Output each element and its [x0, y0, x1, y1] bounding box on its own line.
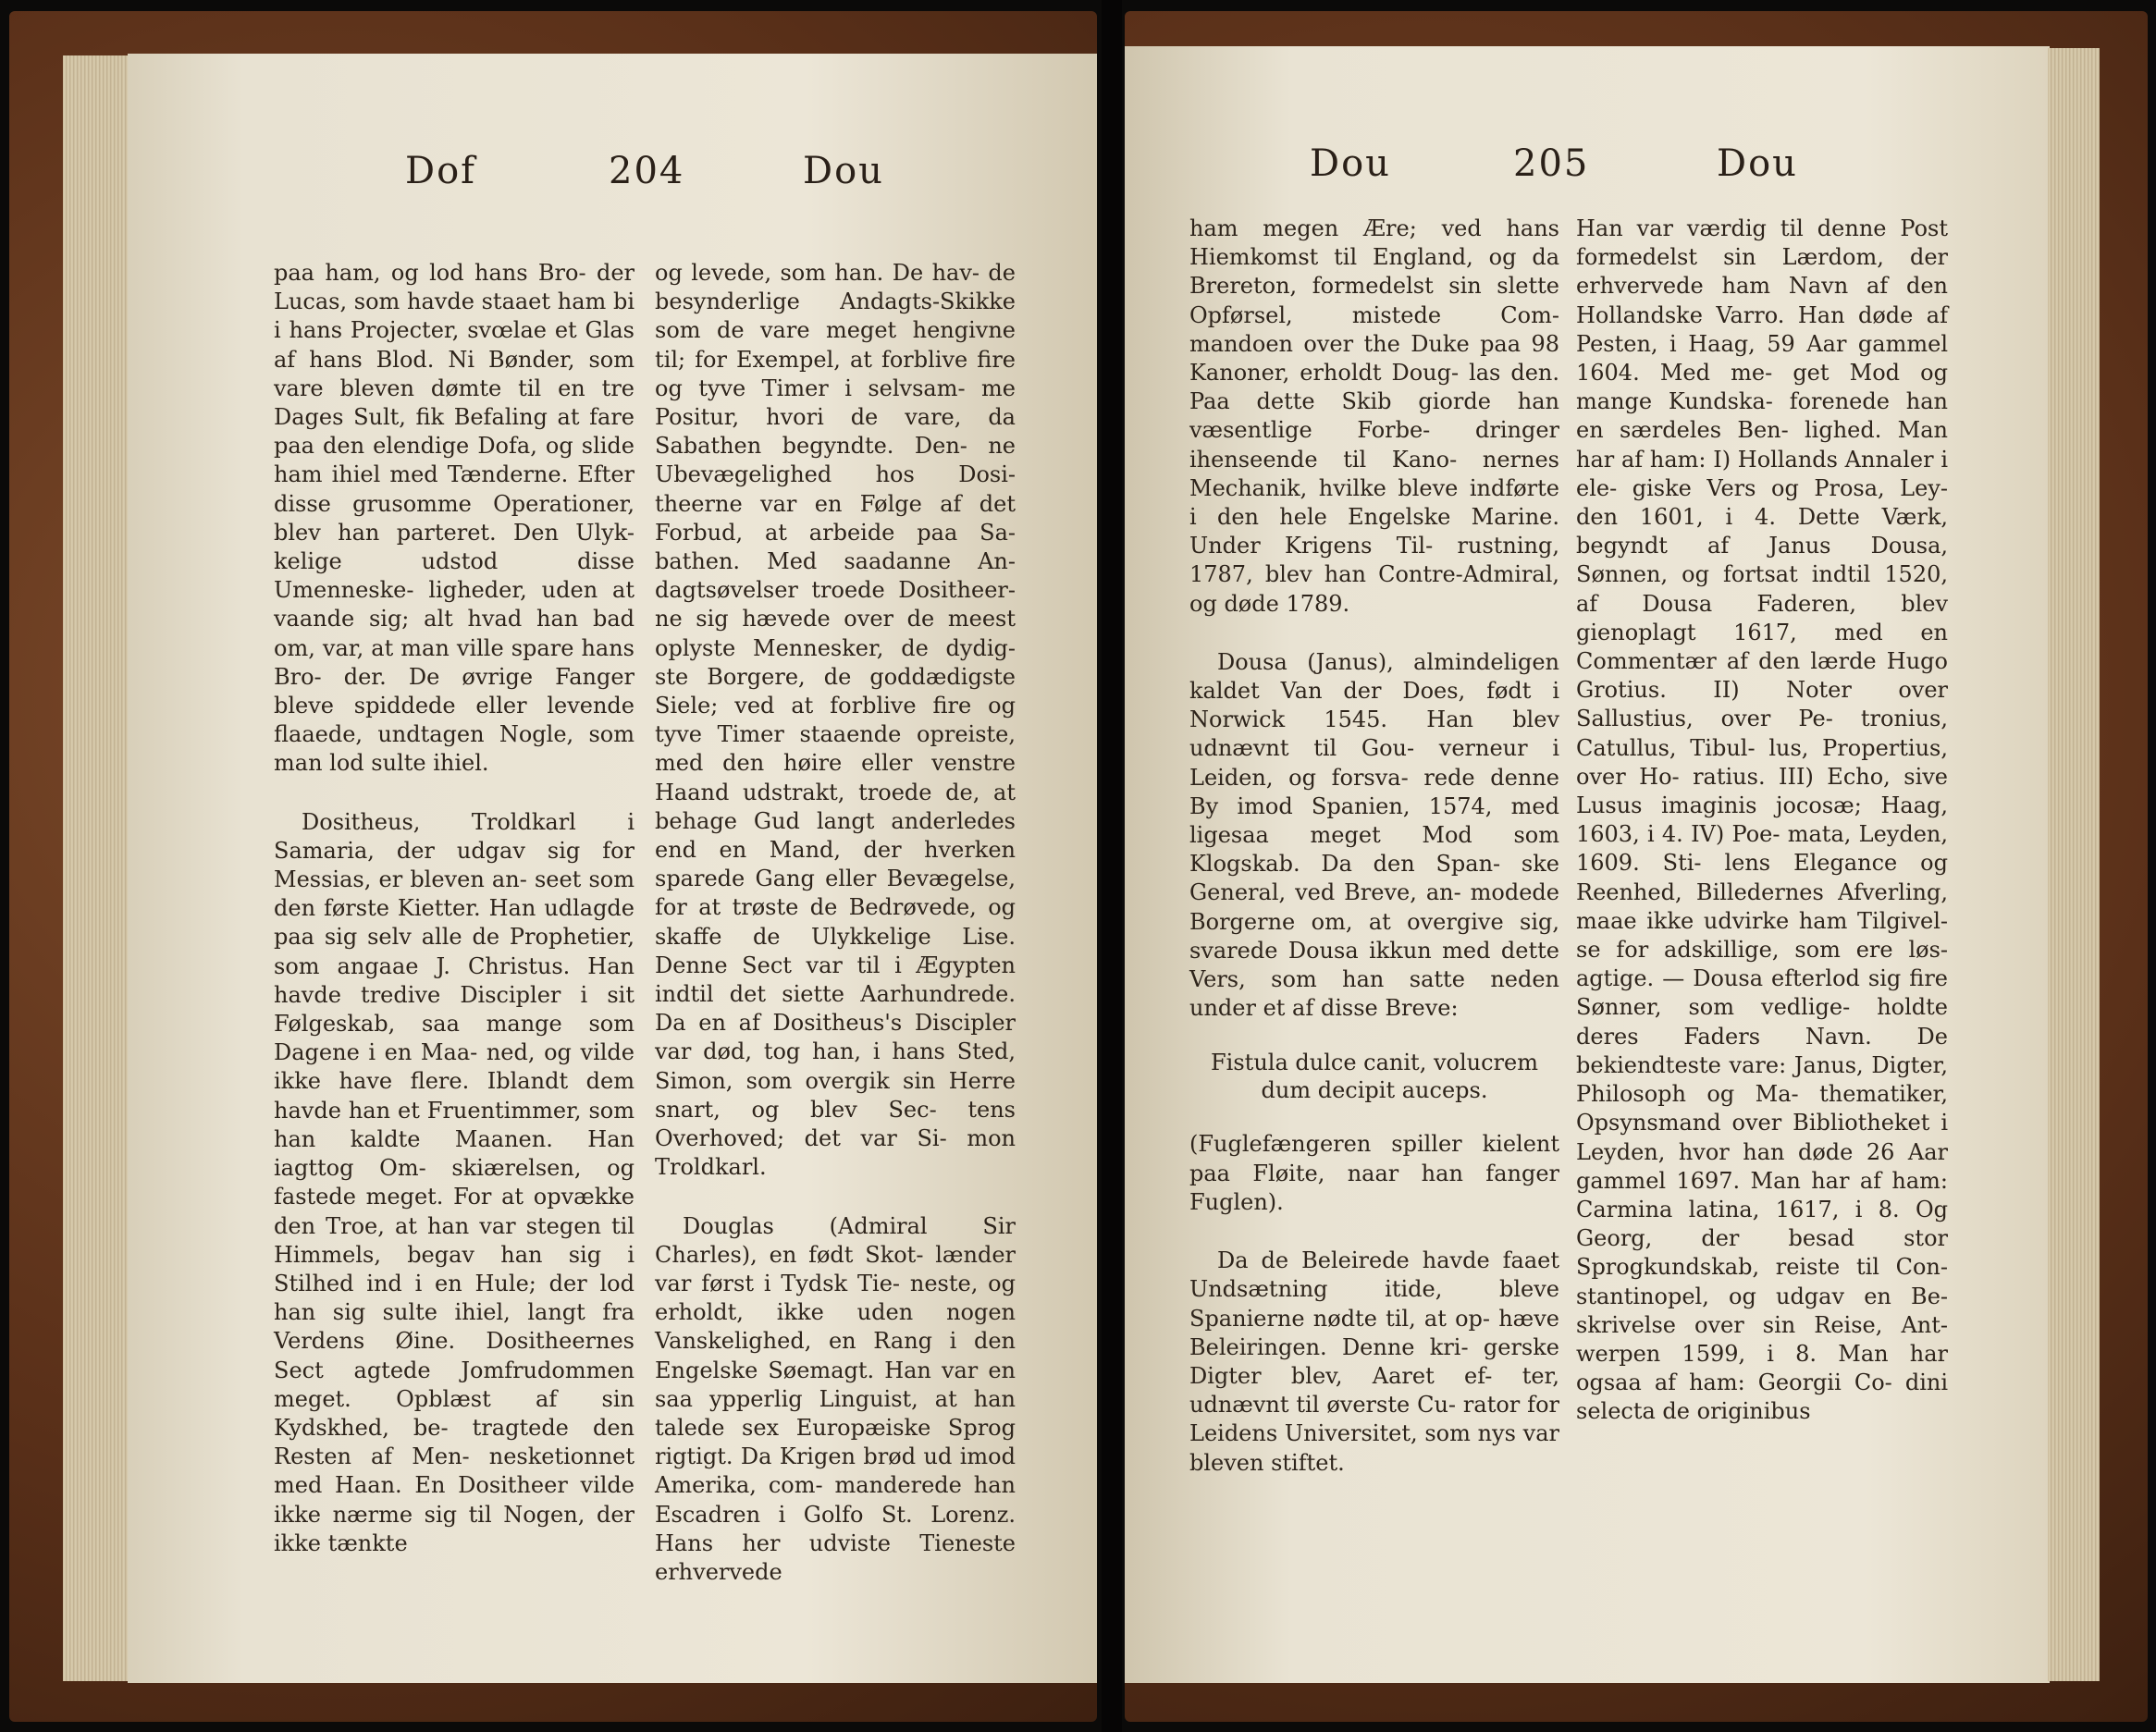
entry-dositheus: Dositheus, Troldkarl i Samaria, der udgav sig for Messias, er bleven an- seet som den første Kietter. Han udlagde paa sig selv alle de Prophetier, som angaae J. Christus. Han havde tredive Discipler i sit Følgeskab, saa mange som Dagene i en Maa- ned, og vilde ikke have flere. Iblandt dem havde han et Fruentimmer, som han kaldte Maanen. Han iagttog Om- skiærelsen, og fastede meget. For at opvække den Troe, at han var stegen til Himmels, begav han sig i Stilhed ind i en Hule; der lod han sig sulte ihiel, langt fra Verdens Øine. Dositheernes Sect agtede Jomfrudommen meget. Opblæst af sin Kydskhed, be- tragtede den Resten af Men- nesketionnet med Haan. En Dositheer vilde ikke nærme sig til Nogen, der ikke tænkte [274, 808, 634, 1556]
verse-translation: (Fuglefængeren spiller kielent paa Fløite, naar han fanger Fuglen). [1189, 1131, 1559, 1215]
entry-douglas-continued: ham megen Ære; ved hans Hiemkomst til England, og da Brereton, formedelst sin slette Opførsel, mistede Com- mandoen over the Duke paa 98 Kanoner, erholdt Doug- las den. Paa dette Skib giorde han væsentlige Forbe- dringer ihenseende til Kano- nernes Mechanik, hvilke bleve indførte i den hele Engelske Marine. Under Krigens Til- rustning, 1787, blev han Contre-Admiral, og døde 1789. [1189, 215, 1559, 617]
entry-dousa-works: Han var værdig til denne Post formedelst sin Lærdom, der erhvervede ham Navn af den Hollandske Varro. Han døde af Pesten, i Haag, 59 Aar gammel 1604. Med me- get Mod og mange Kundska- forenede han en særdeles Ben- lighed. Man har af ham: I) Hollands Annaler i ele- giske Vers og Prosa, Ley- den 1601, i 4. Dette Værk, begyndt af Janus Dousa, Sønnen, og fortsat indtil 1520, af Dousa Faderen, blev gienoplagt 1617, med en Commentær af den lærde Hugo Grotius. II) Noter over Sallustius, over Pe- tronius, Catullus, Tibul- lus, Propertius, over Ho- ratius. III) Echo, sive Lusus imaginis jocosæ; Haag, 1603, i 4. IV) Poe- mata, Leyden, 1609. Sti- lens Elegance og Reenhed, Billedernes Afverling, maae ikke udvirke ham Tilgivel- se for adskillige, som ere løs- agtige. — Dousa efterlod sig fire Sønner, som vedlige- holdte deres Faders Navn. De bekiendteste vare: Janus, Digter, Philosoph og Ma- thematiker, Opsynsmand over Bibliotheket i Leyden, hvor han døde 26 Aar gammel 1697. Man har af ham: Carmina latina, 1617, i 8. Og Georg, der besad stor Sprogkundskab, reiste til Con- stantinopel, og udgav en Be- skrivelse over sin Reise, Ant- werpen 1599, i 8. Man har ogsaa af ham: Georgii Co- dini selecta de originibus [1576, 215, 1948, 1425]
left-page-column-2 [655, 259, 1016, 1587]
entry-dofa-continued: paa ham, og lod hans Bro- der Lucas, som havde staaet ham bi i hans Projecter, svœlae et Glas af hans Blod. Ni Bønder, som vare bleven dømte til en tre Dages Sult, fik Befaling at fare paa den elendige Dofa, og slide ham ihiel med Tænderne. Efter disse grusomme Operationer, blev han parteret. Den Ulyk- kelige udstod disse Umenneske- ligheder, uden at vaande sig; alt hvad han bad om, var, at man ville spare hans Bro- der. De øvrige Fanger bleve spiddede eller levende flaaede, undtagen Nogle, som man lod sulte ihiel. [274, 260, 634, 777]
entry-dousa: Dousa (Janus), almindeligen kaldet Van der Does, født i Norwick 1545. Han blev udnævnt til Gou- verneur i Leiden, og forsva- rede denne By imod Spanien, 1574, med ligesaa meget Mod som Klogskab. Da den Span- ske General, ved Breve, an- modede Borgerne om, at overgive sig, svarede Dousa ikkun med dette Vers, som han satte neden under et af disse Breve: [1189, 648, 1559, 1022]
entry-dousa-continued: Da de Beleirede havde faaet Undsætning itide, bleve Spanierne nødte til, at op- hæve Beleiringen. Denne kri- gerske Digter blev, Aaret ef- ter, udnævnt til øverste Cu- rator for Leidens Universitet, som nys var bleven stiftet. [1189, 1247, 1559, 1476]
left-header-guideword-last: Dou [803, 150, 884, 192]
scan-gutter [1102, 0, 1122, 1732]
left-page-column-1 [274, 259, 634, 1558]
right-page-number: 205 [1513, 142, 1590, 185]
right-page [1125, 46, 2050, 1683]
entry-douglas: Douglas (Admiral Sir Charles), en født Skot- lænder var først i Tydsk Tie- neste, og erholdt, ikke uden nogen Vanskelighed, en Rang i den Engelske Søemagt. Han var en saa ypperlig Linguist, at han talede sex Europæiske Sprog rigtigt. Da Krigen brød ud imod Amerika, com- manderede han Escadren i Golfo St. Lorenz. Hans her udviste Tieneste erhvervede [655, 1212, 1016, 1585]
left-page-edges [63, 55, 128, 1681]
left-page [128, 54, 1097, 1683]
right-book-half [1125, 11, 2148, 1722]
left-book-half [9, 11, 1097, 1722]
left-page-number: 204 [609, 150, 685, 192]
left-header-guideword-first: Dof [405, 150, 476, 192]
right-header-guideword-first: Dou [1310, 142, 1391, 185]
entry-dositheus-continued: og levede, som han. De hav- de besynderlige Andagts-Skikke som de vare meget hengivne til; for Exempel, at forblive fire og tyve Timer i selvsam- me Positur, hvori de vare, da Sabathen begyndte. Den- ne Ubevægelighed hos Dosi- theerne var en Følge af det Forbud, at arbeide paa Sa- bathen. Med saadanne An- dagtsøvelser troede Dositheer- ne sig hævede over de meest oplyste Mennesker, de dydig- ste Borgere, de goddædigste Siele; ved at forblive fire og tyve Timer staaende opreiste, med den høire eller venstre Haand udstrakt, troede de, at behage Gud langt anderledes end en Mand, der hverken sparede Gang eller Bevægelse, for at trøste de Bedrøvede, og skaffe de Ulykkelige Lise. Denne Sect var til i Ægypten indtil det siette Aarhundrede. Da en af Dositheus's Discipler var død, tog han, i hans Sted, Simon, som overgik sin Herre snart, og blev Sec- tens Overhoved; det var Si- mon Troldkarl. [655, 260, 1016, 1181]
right-page-column-1 [1189, 215, 1559, 1478]
right-header-guideword-last: Dou [1717, 142, 1798, 185]
latin-verse: Fistula dulce canit, volucrem dum decipit auceps. [1211, 1050, 1538, 1104]
right-page-column-2 [1576, 215, 1948, 1427]
right-page-edges [2048, 48, 2100, 1681]
